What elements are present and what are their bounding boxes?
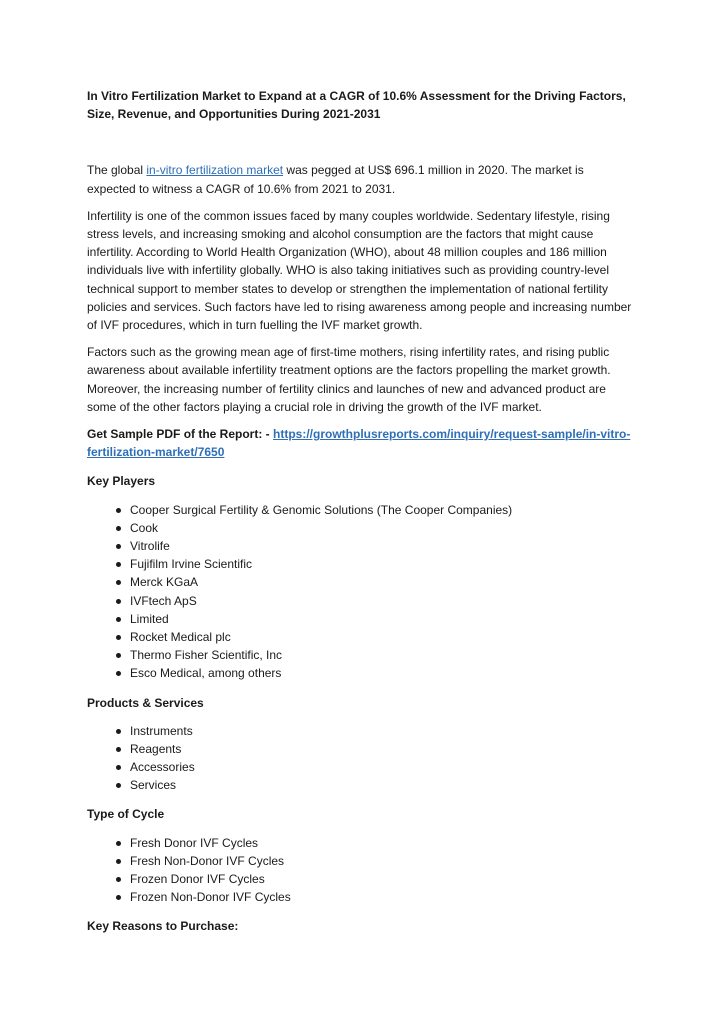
bullet-icon [116, 508, 121, 513]
bullet-icon [116, 747, 121, 752]
sample-pdf-label: Get Sample PDF of the Report: - [87, 427, 274, 442]
bullet-icon [116, 653, 121, 658]
bullet-icon [116, 526, 121, 531]
list-item-text: IVFtech ApS [130, 593, 197, 608]
products-list [87, 722, 635, 795]
list-item [87, 852, 635, 870]
list-item [87, 501, 635, 519]
list-item-text: Reagents [130, 741, 182, 756]
list-item-text: Esco Medical, among others [130, 666, 282, 681]
list-item [87, 722, 635, 740]
market-link[interactable]: in-vitro fertilization market [146, 163, 284, 178]
bullet-icon [116, 562, 121, 567]
list-item-text: Limited [130, 611, 169, 626]
list-item [87, 776, 635, 794]
bullet-icon [116, 729, 121, 734]
list-item [87, 888, 635, 906]
key-players-heading: Key Players [87, 474, 156, 489]
list-item [87, 740, 635, 758]
sample-pdf-line [87, 425, 635, 461]
list-item [87, 646, 635, 664]
document-page [87, 87, 635, 936]
list-item-text: Frozen Non-Donor IVF Cycles [130, 890, 291, 905]
list-item-text: Rocket Medical plc [130, 629, 231, 644]
bullet-icon [116, 895, 121, 900]
bullet-icon [116, 783, 121, 788]
list-item [87, 610, 635, 628]
bullet-icon [116, 635, 121, 640]
bullet-icon [116, 544, 121, 549]
intro-paragraph [87, 161, 635, 197]
sample-pdf-link[interactable]: https://growthplusreports.com/inquiry/request-sample/in-vitro-fertilization-market/7650 [87, 427, 631, 460]
list-item [87, 834, 635, 852]
bullet-icon [116, 599, 121, 604]
list-item-text: Thermo Fisher Scientific, Inc [130, 648, 283, 663]
list-item-text: Fresh Donor IVF Cycles [130, 835, 259, 850]
intro-text-after: was pegged at US$ 696.1 million in 2020. The market is expected to witness a CAGR of 10.6% from 2021 to 2031. [87, 163, 584, 196]
list-item [87, 537, 635, 555]
list-item-text: Cooper Surgical Fertility & Genomic Solutions (The Cooper Companies) [130, 502, 513, 517]
factors-paragraph: Factors such as the growing mean age of first-time mothers, rising infertility rates, and rising public awareness about available infertility treatment options are the factors propelling the market growth. Moreover, the increasing number of fertility clinics and launches of new and advanced product are some of the other factors playing a crucial role in driving the growth of the IVF market. [87, 345, 611, 414]
document-title: In Vitro Fertilization Market to Expand at a CAGR of 10.6% Assessment for the Driving Factors, Size, Revenue, and Opportunities During 2021-2031 [87, 89, 626, 122]
reasons-heading: Key Reasons to Purchase: [87, 919, 239, 934]
infertility-paragraph: Infertility is one of the common issues faced by many couples worldwide. Sedentary lifestyle, rising stress levels, and increasing smoking and alcohol consumption are the factors that might cause infertility. According to World Health Organization (WHO), about 48 million couples and 186 million individuals live with infertility globally. WHO is also taking initiatives such as providing country-level technical support to member states to develop or strengthen the implementation of national fertility policies and services. Such factors have led to rising awareness among people and increasing number of IVF procedures, which in turn fuelling the IVF market growth. [87, 208, 632, 333]
list-item [87, 519, 635, 537]
cycle-heading: Type of Cycle [87, 807, 165, 822]
list-item [87, 592, 635, 610]
bullet-icon [116, 859, 121, 864]
list-item-text: Cook [130, 520, 159, 535]
key-players-list [87, 501, 635, 683]
list-item-text: Vitrolife [130, 539, 170, 554]
bullet-icon [116, 617, 121, 622]
list-item-text: Fresh Non-Donor IVF Cycles [130, 853, 285, 868]
list-item [87, 758, 635, 776]
products-heading: Products & Services [87, 695, 204, 710]
list-item-text: Accessories [130, 760, 195, 775]
list-item [87, 573, 635, 591]
bullet-icon [116, 877, 121, 882]
list-item-text: Fujifilm Irvine Scientific [130, 557, 253, 572]
list-item-text: Instruments [130, 723, 193, 738]
bullet-icon [116, 765, 121, 770]
list-item [87, 664, 635, 682]
list-item-text: Frozen Donor IVF Cycles [130, 872, 265, 887]
list-item [87, 870, 635, 888]
list-item [87, 555, 635, 573]
list-item [87, 628, 635, 646]
bullet-icon [116, 841, 121, 846]
list-item-text: Merck KGaA [130, 575, 199, 590]
list-item-text: Services [130, 778, 177, 793]
cycle-list [87, 834, 635, 907]
bullet-icon [116, 580, 121, 585]
bullet-icon [116, 671, 121, 676]
intro-text-before: The global [87, 163, 147, 178]
